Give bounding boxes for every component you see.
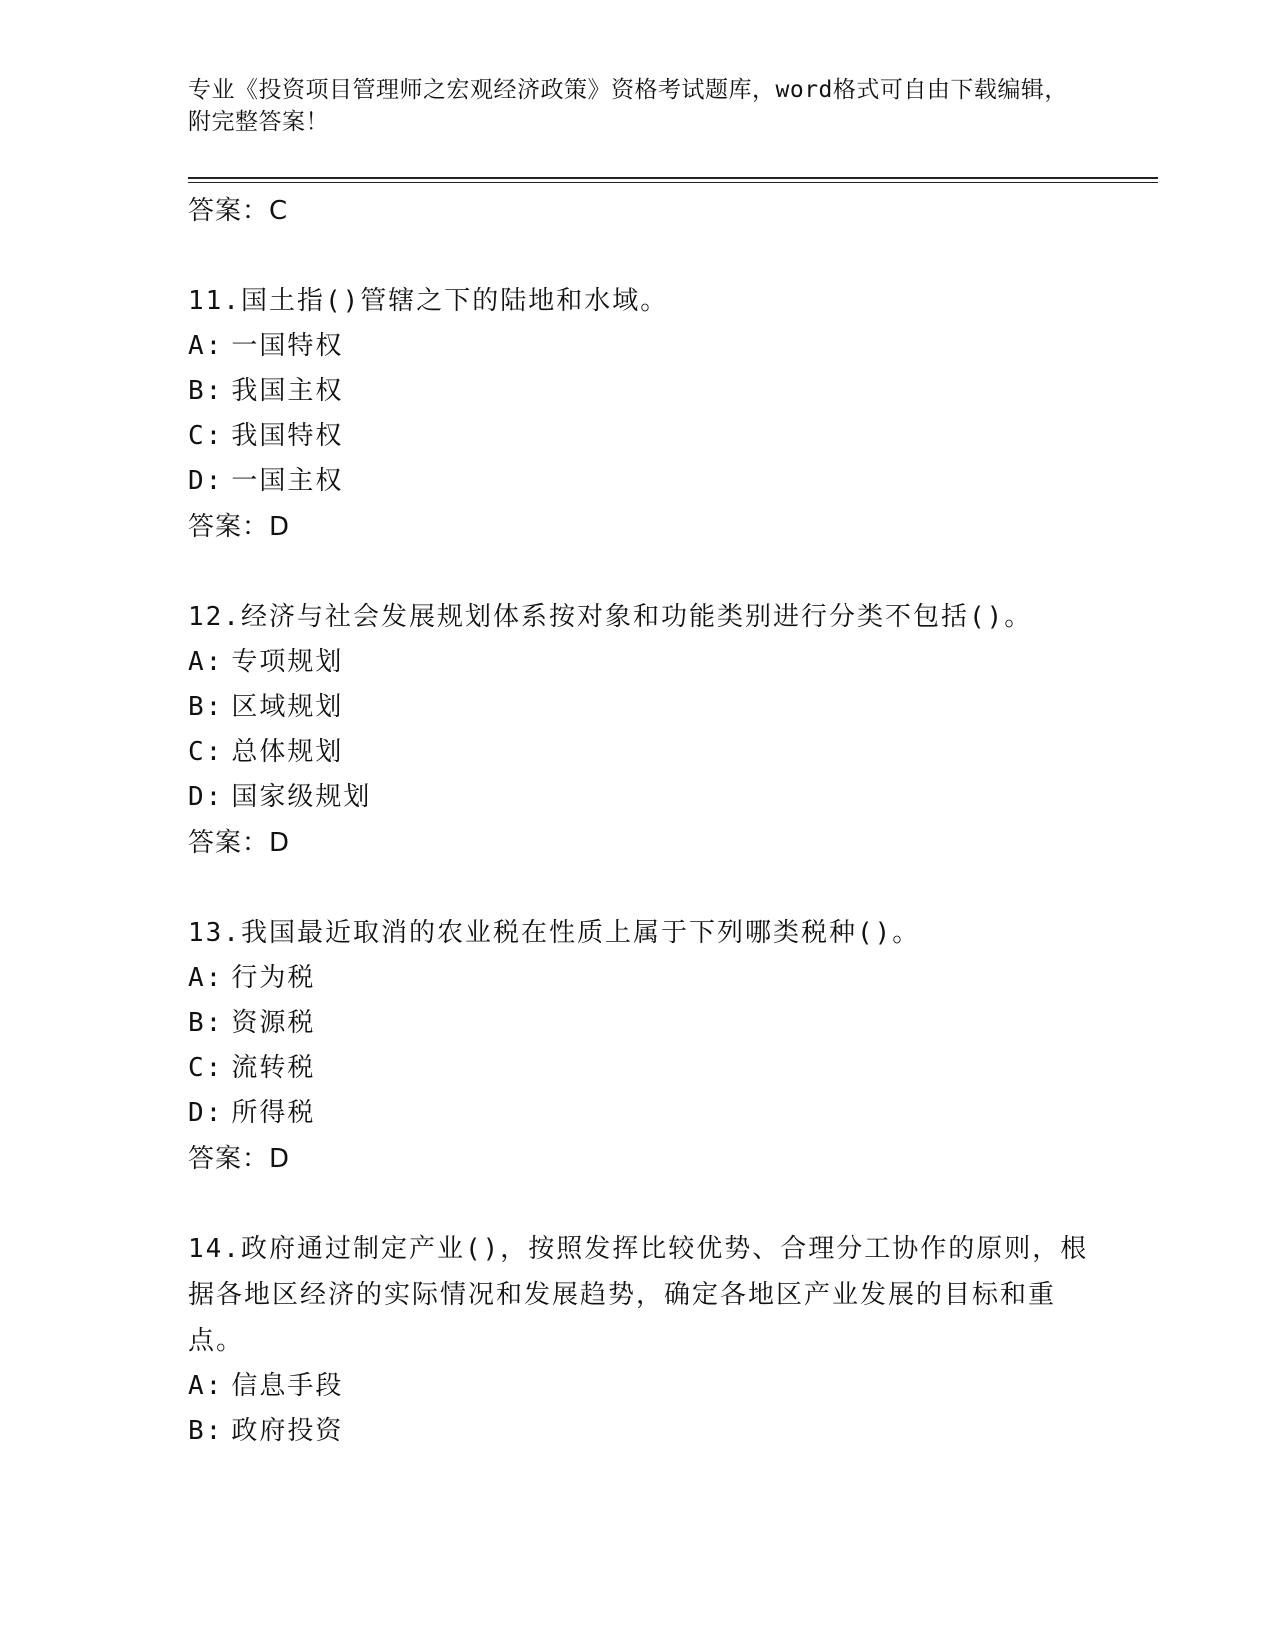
option-key: B: <box>188 1416 224 1446</box>
option-text: 流转税 <box>231 1053 316 1083</box>
option-key: A: <box>188 1371 224 1401</box>
option-text: 行为税 <box>231 963 316 993</box>
option-key: B: <box>188 1008 224 1038</box>
option-key: A: <box>188 647 224 677</box>
option-d <box>188 775 1108 820</box>
option-d <box>188 1091 1108 1136</box>
option-key: A: <box>188 331 224 361</box>
option-text: 一国主权 <box>231 466 344 496</box>
option-text: 所得税 <box>231 1098 316 1128</box>
option-key: B: <box>188 692 224 722</box>
option-d <box>188 459 1108 504</box>
option-c <box>188 730 1108 775</box>
question-text: 11.国土指()管辖之下的陆地和水域。 <box>188 286 669 316</box>
answer-line: 答案：C <box>188 196 289 226</box>
option-a <box>188 640 1108 685</box>
question-block-11 <box>188 278 1108 550</box>
question-text: 14.政府通过制定产业()，按照发挥比较优势、合理分工协作的原则，根据各地区经济的实际情况和发展趋势，确定各地区产业发展的目标和重点。 <box>188 1234 1089 1356</box>
option-c <box>188 1046 1108 1091</box>
option-text: 总体规划 <box>231 737 344 767</box>
option-text: 一国特权 <box>231 331 344 361</box>
option-a <box>188 324 1108 369</box>
option-key: D: <box>188 782 224 812</box>
question-block-14 <box>188 1226 1108 1454</box>
option-text: 我国主权 <box>231 376 344 406</box>
header-divider-thick <box>188 177 1158 179</box>
option-c <box>188 414 1108 459</box>
option-text: 信息手段 <box>231 1371 344 1401</box>
question-text: 12.经济与社会发展规划体系按对象和功能类别进行分类不包括()。 <box>188 602 1033 632</box>
option-key: C: <box>188 737 224 767</box>
option-text: 政府投资 <box>231 1416 344 1446</box>
option-b <box>188 1001 1108 1046</box>
answer-line: 答案：D <box>188 828 291 858</box>
option-key: A: <box>188 963 224 993</box>
option-key: D: <box>188 466 224 496</box>
header-divider-thin <box>188 182 1158 183</box>
answer-line: 答案：D <box>188 512 291 542</box>
option-b <box>188 369 1108 414</box>
option-text: 区域规划 <box>231 692 344 722</box>
option-b <box>188 1409 1108 1454</box>
option-text: 专项规划 <box>231 647 344 677</box>
option-a <box>188 956 1108 1001</box>
answer-line: 答案：D <box>188 1144 291 1174</box>
question-block-12 <box>188 594 1108 866</box>
option-key: B: <box>188 376 224 406</box>
option-text: 资源税 <box>231 1008 316 1038</box>
option-a <box>188 1364 1108 1409</box>
option-text: 我国特权 <box>231 421 344 451</box>
option-b <box>188 685 1108 730</box>
option-text: 国家级规划 <box>231 782 372 812</box>
option-key: D: <box>188 1098 224 1128</box>
option-key: C: <box>188 421 224 451</box>
document-header: 专业《投资项目管理师之宏观经济政策》资格考试题库，word格式可自由下载编辑，附完整答案！ <box>188 77 1068 135</box>
question-list <box>188 188 1108 1454</box>
option-key: C: <box>188 1053 224 1083</box>
question-block-13 <box>188 910 1108 1182</box>
question-text: 13.我国最近取消的农业税在性质上属于下列哪类税种()。 <box>188 918 921 948</box>
